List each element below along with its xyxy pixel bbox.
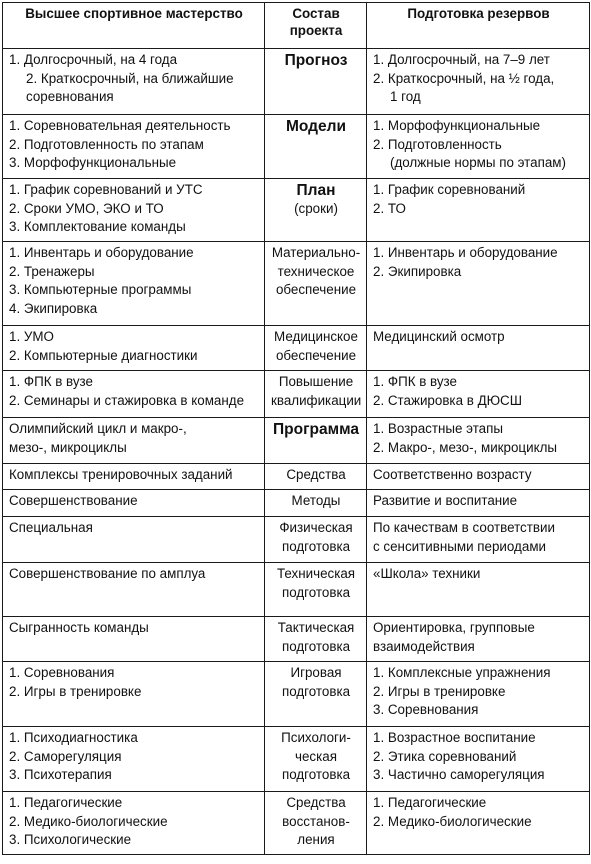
component-label: восстанов- xyxy=(282,813,350,829)
cell-reserve-training xyxy=(367,464,590,490)
cell-line: 2. Сроки УМО, ЭКО и ТО xyxy=(9,200,164,216)
component-label: ления xyxy=(297,832,335,847)
cell-reserve-training xyxy=(367,727,590,792)
cell-reserve-training xyxy=(367,517,590,563)
cell-high-skill xyxy=(3,563,265,617)
cell-line: 2. Медико-биологические xyxy=(9,813,168,829)
table-row xyxy=(3,242,590,326)
cell-line: Медицинский осмотр xyxy=(373,329,505,344)
table-row xyxy=(3,371,590,418)
cell-project-component xyxy=(265,418,367,464)
cell-project-component xyxy=(265,49,367,115)
cell-line: Ориентировка, групповые xyxy=(373,620,535,635)
cell-line: «Школа» техники xyxy=(373,566,481,581)
cell-line: 1. Педагогические xyxy=(9,795,123,810)
cell-line: (должные нормы по этапам) xyxy=(390,155,566,170)
cell-reserve-training xyxy=(367,326,590,371)
cell-high-skill xyxy=(3,490,265,517)
table-row xyxy=(3,792,590,855)
cell-reserve-training xyxy=(367,792,590,855)
component-label: ческая xyxy=(295,748,337,764)
cell-reserve-training xyxy=(367,418,590,464)
component-label: Модели xyxy=(285,118,346,135)
cell-line: 3. Психотерапия xyxy=(9,767,112,782)
component-label: Техническая xyxy=(276,566,356,581)
cell-high-skill xyxy=(3,49,265,115)
component-label: подготовка xyxy=(281,638,351,654)
cell-line: 3. Частично саморегуляция xyxy=(373,767,545,782)
component-label: подготовка xyxy=(281,767,351,782)
cell-line: 1. Долгосрочный, на 4 года xyxy=(9,52,178,67)
cell-line: взаимодействия xyxy=(373,638,475,654)
cell-line: Олимпийский цикл и макро-, xyxy=(9,421,187,436)
header-middle-line: Состав xyxy=(292,6,340,21)
cell-project-component xyxy=(265,662,367,727)
cell-line: Сыгранность команды xyxy=(9,620,149,635)
cell-high-skill xyxy=(3,242,265,326)
cell-line: Соответственно возрасту xyxy=(373,467,532,482)
cell-high-skill xyxy=(3,371,265,418)
cell-line: Совершенствование по амплуа xyxy=(9,566,206,581)
cell-line: 4. Экипировка xyxy=(9,300,98,316)
component-label: техническое xyxy=(277,263,355,279)
component-label: Прогноз xyxy=(284,52,348,69)
header-row xyxy=(3,3,590,49)
table-row xyxy=(3,617,590,662)
cell-line: 1. Педагогические xyxy=(373,795,487,810)
cell-line: 1 год xyxy=(390,89,421,104)
cell-line: 2. Компьютерные диагностики xyxy=(9,347,198,363)
cell-line: 2. Медико-биологические xyxy=(373,813,532,829)
cell-project-component xyxy=(265,792,367,855)
header-project-composition xyxy=(265,3,367,49)
cell-line: 1. Морфофункциональные xyxy=(373,118,541,133)
cell-high-skill xyxy=(3,464,265,490)
cell-line: 3. Комплектование команды xyxy=(9,219,186,234)
cell-line: 2. Тренажеры xyxy=(9,263,95,279)
cell-reserve-training xyxy=(367,371,590,418)
cell-line: 3. Соревнования xyxy=(373,702,479,717)
cell-project-component xyxy=(265,563,367,617)
table-row xyxy=(3,179,590,242)
cell-line: 1. Возрастное воспитание xyxy=(373,730,536,745)
cell-line: 1. УМО xyxy=(9,329,54,344)
cell-reserve-training xyxy=(367,617,590,662)
component-label: подготовка xyxy=(281,538,351,554)
cell-line: с сенситивными периодами xyxy=(373,538,547,554)
component-label: Материально- xyxy=(271,245,361,260)
table-row xyxy=(3,326,590,371)
cell-project-component xyxy=(265,242,367,326)
cell-line: 1. Инвентарь и оборудование xyxy=(9,245,194,260)
cell-high-skill xyxy=(3,179,265,242)
cell-line: 2. Подготовленность xyxy=(373,136,502,152)
cell-project-component xyxy=(265,490,367,517)
component-label: Психологи- xyxy=(281,730,351,745)
cell-project-component xyxy=(265,371,367,418)
cell-high-skill xyxy=(3,418,265,464)
component-label: План xyxy=(296,182,336,199)
cell-project-component xyxy=(265,179,367,242)
cell-high-skill xyxy=(3,727,265,792)
component-label: Программа xyxy=(273,421,359,438)
cell-high-skill xyxy=(3,326,265,371)
cell-line: 2. Макро-, мезо-, микроциклы xyxy=(373,439,558,455)
table-row xyxy=(3,662,590,727)
cell-high-skill xyxy=(3,662,265,727)
cell-project-component xyxy=(265,115,367,179)
component-label: Тактическая xyxy=(277,620,355,635)
cell-reserve-training xyxy=(367,242,590,326)
cell-high-skill xyxy=(3,517,265,563)
cell-line: 3. Психологические xyxy=(9,832,132,847)
table-row xyxy=(3,464,590,490)
cell-line: 2. Игры в тренировке xyxy=(373,683,506,699)
cell-line: 1. Долгосрочный, на 7–9 лет xyxy=(373,52,550,67)
component-label: Средства xyxy=(286,467,346,482)
component-label: Физическая xyxy=(279,520,353,535)
cell-line: 3. Компьютерные программы xyxy=(9,282,192,297)
cell-line: 2. Краткосрочный, на ближайшие xyxy=(26,70,234,86)
cell-line: 1. ФПК в вузе xyxy=(9,374,93,389)
header-middle-line: проекта xyxy=(289,23,343,38)
cell-line: 2. Подготовленность по этапам xyxy=(9,136,204,152)
cell-project-component xyxy=(265,326,367,371)
cell-line: 2. Семинары и стажировка в команде xyxy=(9,392,245,408)
component-label: Медицинское xyxy=(274,329,358,344)
cell-line: 1. Психодиагностика xyxy=(9,730,138,745)
cell-line: По качествам в соответствии xyxy=(373,520,555,535)
component-sublabel: (сроки) xyxy=(294,201,338,216)
table-row xyxy=(3,727,590,792)
cell-line: 2. ТО xyxy=(373,200,406,216)
component-label: подготовка xyxy=(281,683,351,699)
cell-line: соревнования xyxy=(26,89,114,104)
cell-line: Развитие и воспитание xyxy=(373,493,518,508)
cell-line: 1. График соревнований xyxy=(373,182,526,197)
cell-high-skill xyxy=(3,115,265,179)
cell-line: 1. Возрастные этапы xyxy=(373,421,504,436)
cell-line: 1. График соревнований и УТС xyxy=(9,182,203,197)
component-label: обеспечение xyxy=(275,347,357,363)
cell-project-component xyxy=(265,464,367,490)
cell-project-component xyxy=(265,727,367,792)
cell-line: 2. Этика соревнований xyxy=(373,748,517,764)
cell-line: 1. Комплексные упражнения xyxy=(373,665,551,680)
table-row xyxy=(3,517,590,563)
project-composition-table xyxy=(2,2,590,855)
cell-line: мезо-, микроциклы xyxy=(9,439,127,455)
cell-line: Совершенствование xyxy=(9,493,138,508)
cell-line: 2. Экипировка xyxy=(373,263,462,279)
cell-line: 3. Морфофункциональные xyxy=(9,155,177,170)
component-label: Методы xyxy=(291,493,341,508)
table-row xyxy=(3,563,590,617)
table-row xyxy=(3,49,590,115)
cell-project-component xyxy=(265,617,367,662)
header-reserve-training: Подготовка резервов xyxy=(367,3,590,49)
cell-line: 2. Игры в тренировке xyxy=(9,683,142,699)
cell-line: 1. Инвентарь и оборудование xyxy=(373,245,558,260)
table-row xyxy=(3,418,590,464)
component-label: квалификации xyxy=(271,392,362,408)
cell-project-component xyxy=(265,517,367,563)
table-row xyxy=(3,115,590,179)
header-high-skill: Высшее спортивное мастерство xyxy=(3,3,265,49)
cell-line: 1. ФПК в вузе xyxy=(373,374,457,389)
table-body xyxy=(3,49,590,855)
cell-reserve-training xyxy=(367,490,590,517)
cell-reserve-training xyxy=(367,563,590,617)
cell-high-skill xyxy=(3,792,265,855)
cell-line: 2. Стажировка в ДЮСШ xyxy=(373,392,522,408)
cell-reserve-training xyxy=(367,49,590,115)
component-label: подготовка xyxy=(281,584,351,600)
table-row xyxy=(3,490,590,517)
cell-line: 2. Краткосрочный, на ½ года, xyxy=(373,70,555,86)
cell-reserve-training xyxy=(367,662,590,727)
cell-line: Комплексы тренировочных заданий xyxy=(9,467,233,482)
cell-line: 2. Саморегуляция xyxy=(9,748,122,764)
component-label: обеспечение xyxy=(275,282,357,297)
component-label: Средства xyxy=(286,795,346,810)
component-label: Повышение xyxy=(278,374,354,389)
cell-reserve-training xyxy=(367,179,590,242)
cell-line: 1. Соревновательная деятельность xyxy=(9,118,231,133)
cell-reserve-training xyxy=(367,115,590,179)
component-label: Игровая xyxy=(290,665,342,680)
cell-high-skill xyxy=(3,617,265,662)
cell-line: 1. Соревнования xyxy=(9,665,115,680)
cell-line: Специальная xyxy=(9,520,93,535)
